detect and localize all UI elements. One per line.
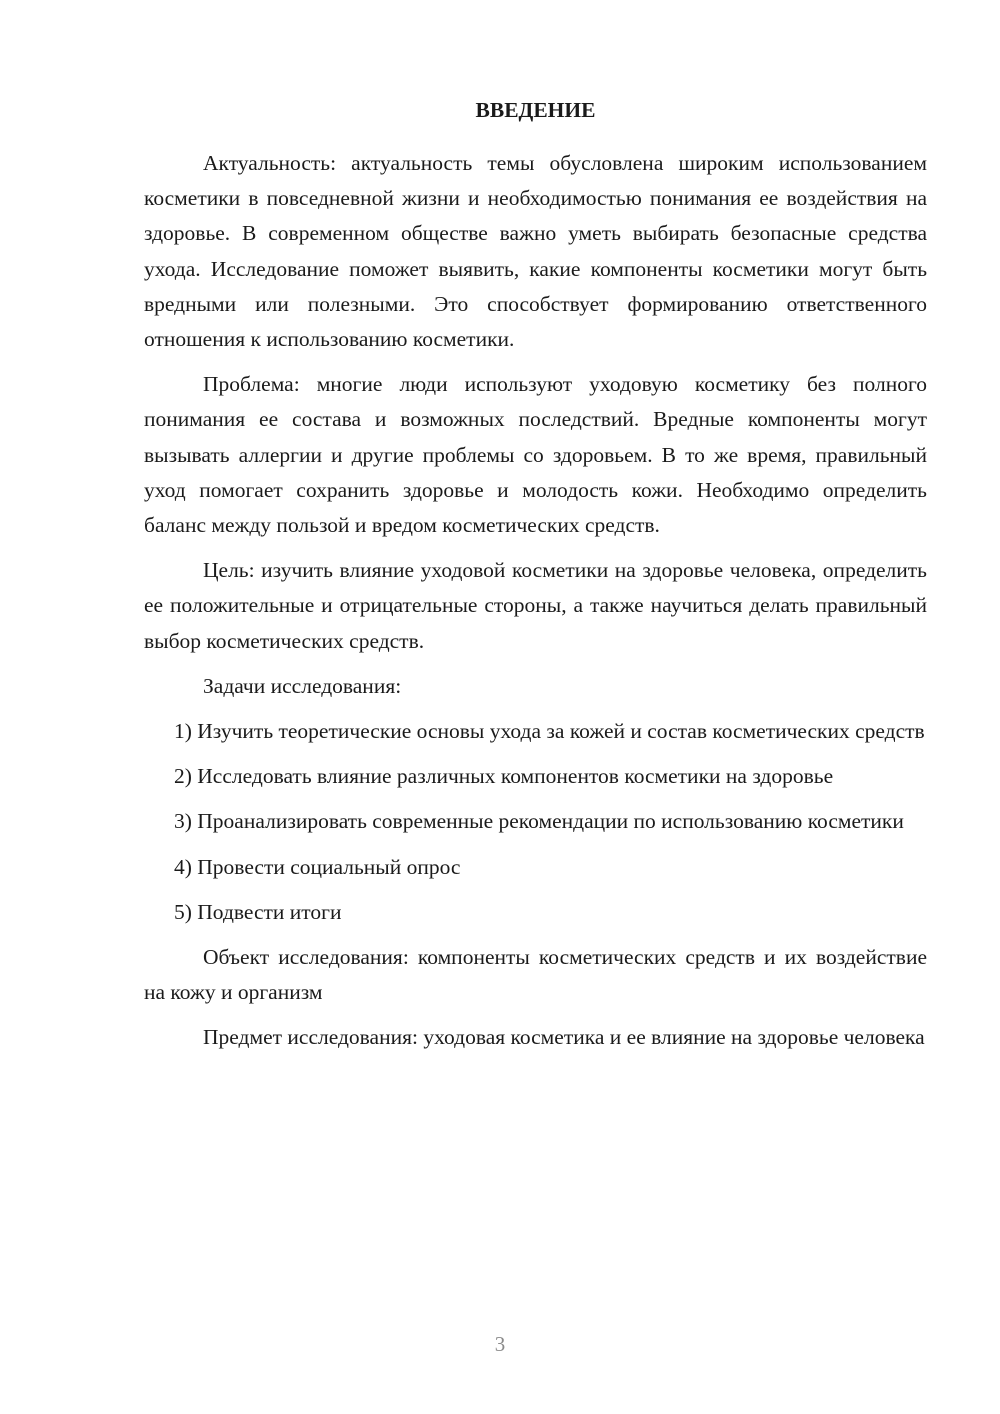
tasks-heading: Задачи исследования: (203, 673, 402, 698)
paragraph-goal: Цель: изучить влияние уходовой косметики на здоровье человека, определить ее положительные и отрицательные стороны, а также научиться делать правильный выбор косметических средств. (144, 558, 927, 653)
list-item-task-5: 5) Подвести итоги (174, 899, 342, 924)
paragraph-subject: Предмет исследования: уходовая косметика и ее влияние на здоровье человека (203, 1025, 925, 1050)
paragraph-relevance: Актуальность: актуальность темы обусловлена широким использованием косметики в повседневной жизни и необходимостью понимания ее воздействия на здоровье. В современном обществе важно уметь выбирать безопасные средства ухода. Исследование поможет выявить, какие компоненты косметики могут быть вредными или полезными. Это способствует формированию ответственного отношения к использованию косметики. (144, 151, 927, 352)
list-item-task-1: 1) Изучить теоретические основы ухода за кожей и состав косметических средств (174, 719, 925, 744)
paragraph-object: Объект исследования: компоненты косметических средств и их воздействие на кожу и организм (144, 945, 927, 1005)
list-item-task-3: 3) Проанализировать современные рекомендации по использованию косметики (174, 809, 904, 834)
page-number: 3 (494, 1332, 506, 1356)
list-item-task-4: 4) Провести социальный опрос (174, 854, 461, 879)
page-title: ВВЕДЕНИЕ (475, 98, 596, 122)
document-page (144, 92, 927, 1066)
list-item-task-2: 2) Исследовать влияние различных компонентов косметики на здоровье (174, 764, 834, 789)
paragraph-problem: Проблема: многие люди используют уходовую косметику без полного понимания ее состава и возможных последствий. Вредные компоненты могут вызывать аллергии и другие проблемы со здоровьем. В то же время, правильный уход помогает сохранить здоровье и молодость кожи. Необходимо определить баланс между пользой и вредом косметических средств. (144, 372, 927, 538)
